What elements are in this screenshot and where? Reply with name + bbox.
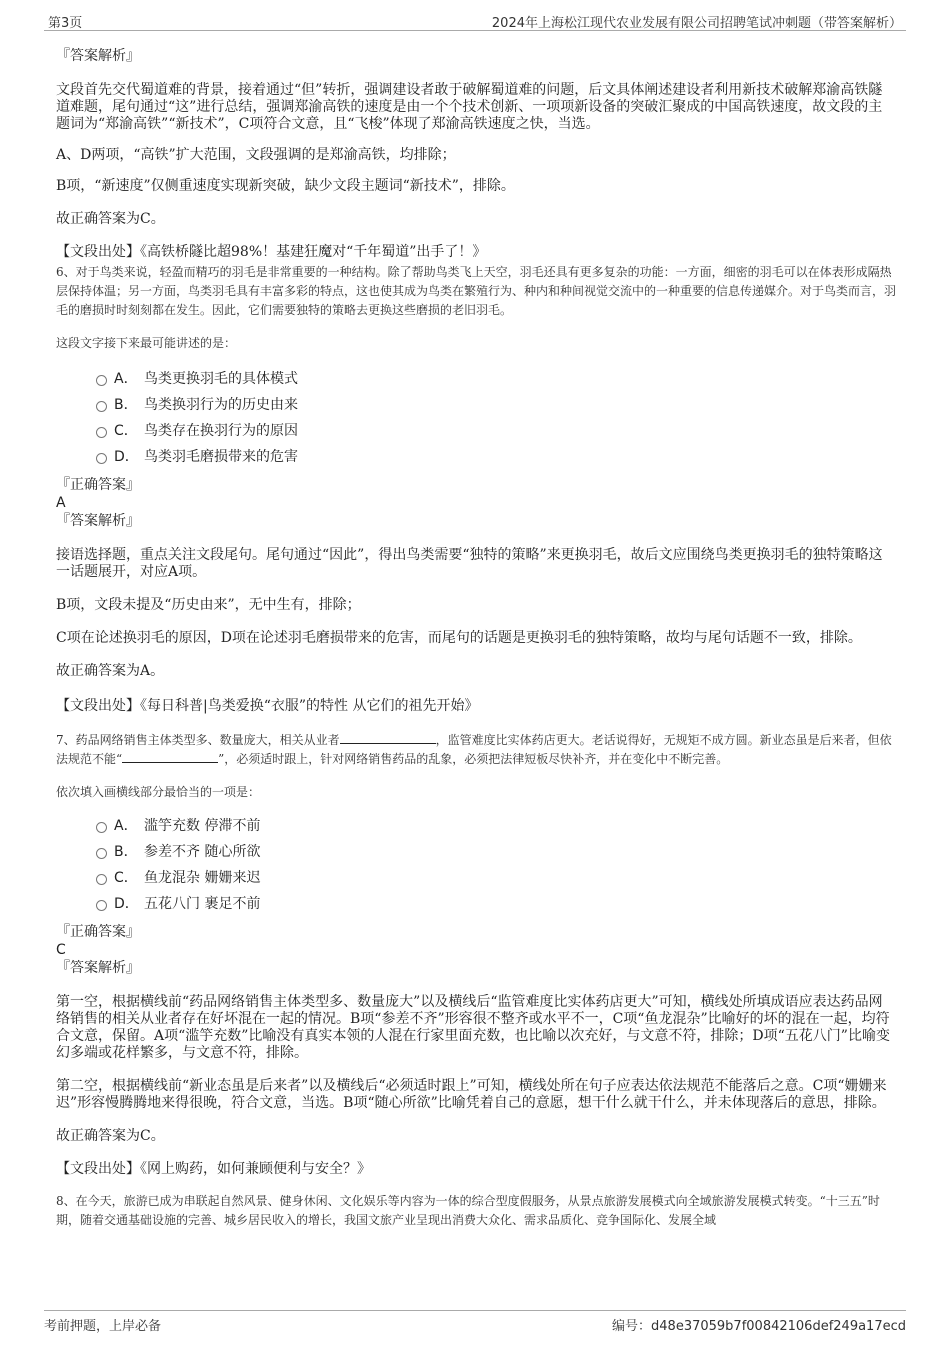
radio-button[interactable]	[96, 427, 107, 438]
analysis-paragraph: 接语选择题，重点关注文段尾句。尾句通过“因此”，得出鸟类需要“独特的策略”来更换羽毛，故后文应围绕鸟类更换羽毛的独特策略这一话题展开，对应A项。	[56, 547, 883, 580]
analysis-paragraph: B项，文段未提及“历史由来”，无中生有，排除；	[56, 597, 361, 613]
source-citation: 【文段出处】《每日科普|鸟类爱换“衣服”的特性 从它们的祖先开始》	[56, 698, 479, 714]
option-c[interactable]: C． 鸟类存在换羽行为的原因	[56, 421, 896, 447]
document-title: 2024年上海松江现代农业发展有限公司招聘笔试冲刺题（带答案解析）	[491, 16, 902, 31]
option-d[interactable]: D． 五花八门 裹足不前	[56, 894, 896, 920]
option-a[interactable]: A． 滥竽充数 停滞不前	[56, 816, 896, 842]
radio-button[interactable]	[96, 900, 107, 911]
radio-button[interactable]	[96, 453, 107, 464]
option-c[interactable]: C． 鱼龙混杂 姗姗来迟	[56, 868, 896, 894]
option-list	[56, 816, 896, 920]
radio-button[interactable]	[96, 822, 107, 833]
option-list	[56, 369, 896, 473]
page-footer	[44, 1310, 906, 1333]
analysis-paragraph: 第二空，根据横线前“新业态虽是后来者”以及横线后“必须适时跟上”可知，横线处所在句子应表达依法规范不能落后之意。C项“姗姗来迟”形容慢腾腾地来得很晚，符合文意，当选。B项“随心所欲”比喻凭着自己的意愿，想干什么就干什么，并未体现落后的意思，排除。	[56, 1078, 887, 1111]
answer-conclusion: 故正确答案为C。	[56, 1128, 165, 1144]
answer-conclusion: 故正确答案为C。	[56, 211, 165, 227]
analysis-label: 『答案解析』	[56, 960, 140, 976]
source-citation: 【文段出处】《网上购药，如何兼顾便利与安全？》	[56, 1161, 371, 1177]
correct-answer-label: 『正确答案』	[56, 924, 140, 940]
document-id: 编号：d48e37059b7f00842106def249a17ecd	[612, 1319, 906, 1334]
analysis-paragraph: 文段首先交代蜀道难的背景，接着通过“但”转折，强调建设者敢于破解蜀道难的问题，后文具体阐述建设者利用新技术破解郑渝高铁隧道难题，尾句通过“这”进行总结，强调郑渝高铁的速度是由一个个技术创新、一项项新设备的突破汇聚成的中国高铁速度，故文段的主题词为“郑渝高铁”“新技术”，C项符合文意，且“飞梭”体现了郑渝高铁速度之快，当选。	[56, 82, 883, 132]
option-b[interactable]: B． 鸟类换羽行为的历史由来	[56, 395, 896, 421]
analysis-paragraph: A、D两项，“高铁”扩大范围，文段强调的是郑渝高铁，均排除；	[56, 147, 456, 163]
analysis-paragraph: C项在论述换羽毛的原因，D项在论述羽毛磨损带来的危害，而尾句的话题是更换羽毛的独特策略，故均与尾句话题不一致，排除。	[56, 630, 862, 646]
blank-line[interactable]	[340, 731, 436, 744]
radio-button[interactable]	[96, 874, 107, 885]
correct-answer: C	[56, 942, 66, 958]
analysis-label: 『答案解析』	[56, 48, 140, 64]
option-b[interactable]: B． 参差不齐 随心所欲	[56, 842, 896, 868]
question-stem: 8、在今天，旅游已成为串联起自然风景、健身休闲、文化娱乐等内容为一体的综合型度假服务，从景点旅游发展模式向全域旅游发展模式转变。“十三五”时期，随着交通基础设施的完善、城乡居民收入的增长，我国文旅产业呈现出消费大众化、需求品质化、竞争国际化、发展全域	[56, 1194, 880, 1227]
question-prompt: 依次填入画横线部分最恰当的一项是：	[56, 785, 261, 799]
analysis-paragraph: B项，“新速度”仅侧重速度实现新突破，缺少文段主题词“新技术”，排除。	[56, 178, 515, 194]
question-stem: 6、对于鸟类来说，轻盈而精巧的羽毛是非常重要的一种结构。除了帮助鸟类飞上天空，羽毛还具有更多复杂的功能：一方面，细密的羽毛可以在体表形成隔热层保持体温；另一方面，鸟类羽毛具有丰富多彩的特点，这也使其成为鸟类在繁殖行为、种内和种间视觉交流中的一种重要的信息传递媒介。对于鸟类而言，羽毛的磨损时时刻刻都在发生。因此，它们需要独特的策略去更换这些磨损的老旧羽毛。	[56, 265, 897, 317]
document-body	[56, 40, 896, 1230]
page-header	[44, 8, 906, 31]
radio-button[interactable]	[96, 375, 107, 386]
blank-line[interactable]	[122, 750, 218, 763]
radio-button[interactable]	[96, 848, 107, 859]
question-prompt: 这段文字接下来最可能讲述的是：	[56, 336, 237, 350]
radio-button[interactable]	[96, 401, 107, 412]
question-stem: 7、药品网络销售主体类型多、数量庞大，相关从业者 ，监管难度比实体药店更大。老话说得好，无规矩不成方圆。新业态虽是后来者，但依法规范不能“ ”，必须适时跟上，针对网络销售药品的乱象，必须把法律短板尽快补齐，并在变化中不断完善。	[56, 733, 892, 766]
option-d[interactable]: D． 鸟类羽毛磨损带来的危害	[56, 447, 896, 473]
source-citation: 【文段出处】《高铁桥隧比超98%！基建狂魔对“千年蜀道”出手了！》	[56, 244, 487, 260]
analysis-label: 『答案解析』	[56, 513, 140, 529]
correct-answer-label: 『正确答案』	[56, 477, 140, 493]
correct-answer: A	[56, 495, 66, 511]
page-number: 第3页	[48, 16, 83, 31]
option-a[interactable]: A． 鸟类更换羽毛的具体模式	[56, 369, 896, 395]
answer-conclusion: 故正确答案为A。	[56, 663, 165, 679]
analysis-paragraph: 第一空，根据横线前“药品网络销售主体类型多、数量庞大”以及横线后“监管难度比实体药店更大”可知，横线处所填成语应表达药品网络销售的相关从业者存在好坏混在一起的情况。B项“参差不齐”形容很不整齐或水平不一，C项“鱼龙混杂”比喻好的坏的混在一起，均符合文意，保留。A项“滥竽充数”比喻没有真实本领的人混在行家里面充数，也比喻以次充好，与文意不符，排除；D项“五花八门”比喻变幻多端或花样繁多，与文意不符，排除。	[56, 994, 890, 1061]
footer-slogan: 考前押题，上岸必备	[44, 1319, 162, 1334]
